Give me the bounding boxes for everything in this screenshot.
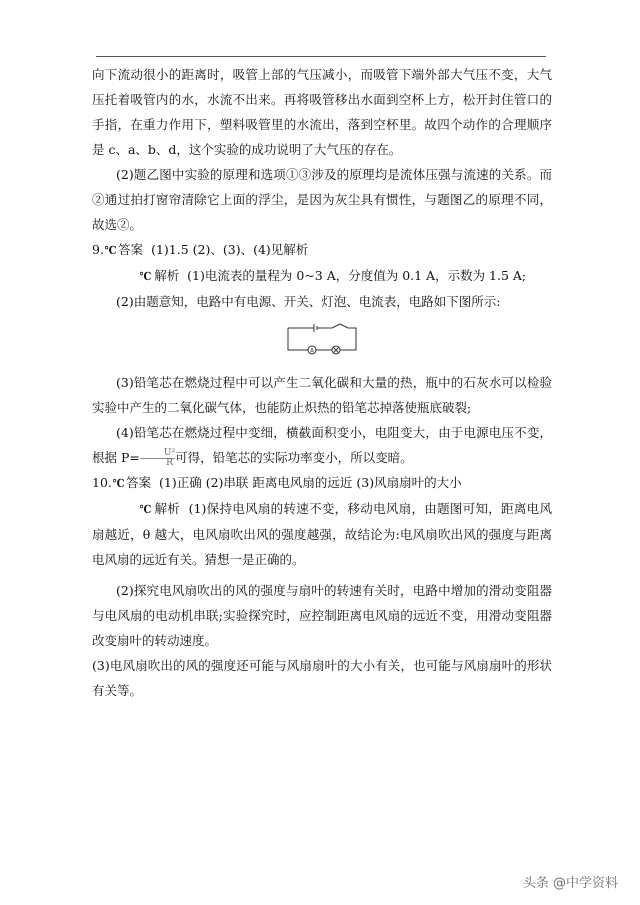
q10-analysis-2: (2)探究电风扇吹出的风的强度与扇叶的转速有关时，电路中增加的滑动变阻器与电风扇的电动机串联;实验探究时，应控制距离电风扇的远近不变，用滑动变阻器改变扇叶的转动速度。 <box>92 583 552 648</box>
q10-answer: (1)正确 (2)串联 距离电风扇的远近 (3)风扇扇叶的大小 <box>159 475 462 490</box>
q9-answer: (1)1.5 (2)、(3)、(4)见解析 <box>151 242 309 257</box>
power-formula-fraction <box>140 449 175 468</box>
q10-analysis-text-1: (1)保持电风扇的转速不变，移动电风扇，由题图可知，距离电风扇越近，θ 越大，电风扇吹出风的强度越强，故结论为:电风扇吹出风的强度与距离电风扇的远近有关。猜想一是正确的。 <box>92 501 552 567</box>
fraction-denominator: R <box>140 458 175 468</box>
paragraph-q8-part2: (2)题乙图中实验的原理和选项①③涉及的原理均是流体压强与流速的关系。而②通过拍打窗帘清除它上面的浮尘，是因为灰尘具有惯性，与题图乙的原理不同，故选②。 <box>92 167 552 232</box>
ammeter-label: A <box>309 347 315 355</box>
q10-analysis-3: (3)电风扇吹出的风的强度还可能与风扇扇叶的大小有关，也可能与风扇扇叶的形状有关等。 <box>92 658 552 698</box>
q9-analysis-2: (2)由题意知，电路中有电源、开关、灯泡、电流表，电路如下图所示: <box>116 294 501 309</box>
fraction-numerator: U² <box>163 448 176 458</box>
analysis-word: 解析 <box>154 501 181 516</box>
paragraph-continuation: 向下流动很小的距离时，吸管上部的气压减小，而吸管下端外部大气压不变，大气压托着吸管内的水，水流不出来。再将吸管移出水面到空杯上方，松开封住管口的手指，在重力作用下，塑料吸管里的水流出，落到空杯里。故四个动作的合理顺序是 c、a、b、d，这个实验的成功说明了大气压的存在。 <box>92 67 552 157</box>
q10-answer-line <box>92 470 552 496</box>
answer-marker-icon: ℃ <box>112 477 125 490</box>
answer-word: 答案 <box>126 475 152 490</box>
answer-word: 答案 <box>118 242 144 257</box>
analysis-marker-icon: ℃ <box>139 503 152 516</box>
q9-analysis-text-4a: (4)铅笔芯在燃烧过程中变细，横截面积变小，电阻变大，由于电源电压不变，根据 P= <box>92 425 552 465</box>
circuit-diagram <box>282 322 362 356</box>
circuit-wires <box>288 324 356 350</box>
q9-analysis-4 <box>92 420 552 470</box>
q10-analysis-1 <box>92 496 552 572</box>
analysis-marker-icon: ℃ <box>139 270 152 283</box>
watermark: 头条 @中学资料 <box>522 876 618 891</box>
analysis-word: 解析 <box>154 268 180 283</box>
header-rule <box>96 56 546 57</box>
q10-number: 10. <box>92 475 112 490</box>
q9-answer-line <box>92 237 552 263</box>
switch-icon <box>332 324 340 328</box>
answer-marker-icon: ℃ <box>104 244 117 257</box>
q9-number: 9. <box>92 242 104 257</box>
q9-analysis-text-1: (1)电流表的量程为 0~3 A，分度值为 0.1 A，示数为 1.5 A; <box>187 268 527 283</box>
q9-analysis-text-4b: 可得，铅笔芯的实际功率变小，所以变暗。 <box>175 450 413 465</box>
document-body <box>92 62 552 703</box>
q9-analysis-1 <box>92 263 552 289</box>
q9-analysis-3: (3)铅笔芯在燃烧过程中可以产生二氧化碳和大量的热，瓶中的石灰水可以检验实验中产生的二氧化碳气体，也能防止炽热的铅笔芯掉落使瓶底破裂; <box>92 375 552 415</box>
